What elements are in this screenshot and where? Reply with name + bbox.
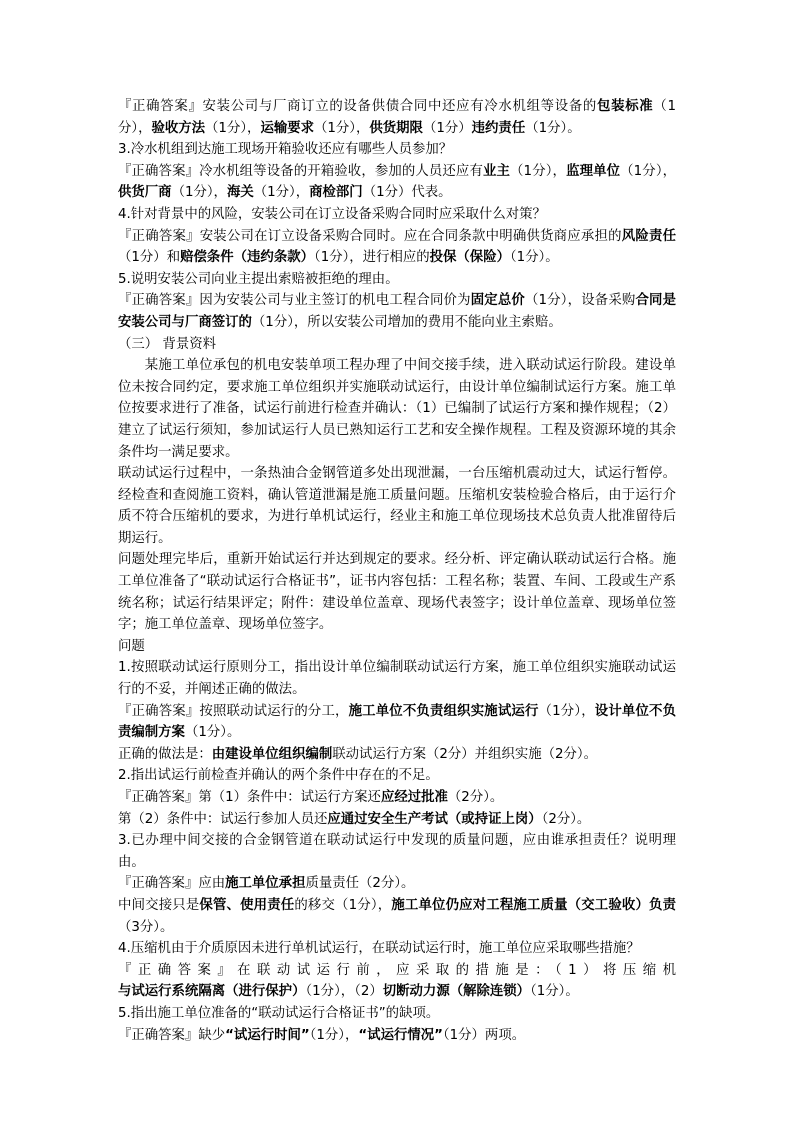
paragraph	[118, 139, 676, 161]
text-run: 某施工单位承包的机电安装单项工程办理了中间交接手续，进入联动试运行阶段。建设单位未按合同约定，要求施工单位组织并实施联动试运行，由设计单位编制试运行方案。施工单位按要求进行了准备，试运行前进行检查并确认：（1）已编制了试运行方案和操作规程；（2）建立了试运行须知，参加试运行人员已熟知运行工艺和安全操作规程。工程及资源环境的其余条件均一满足要求。	[118, 358, 676, 460]
text-run: （2分）。	[541, 811, 591, 827]
text-run: （2分）。	[447, 790, 504, 805]
text-run: 质量责任（2分）。	[305, 876, 415, 892]
text-run: （1分），	[171, 185, 227, 201]
bold-text-run: 施工单位仍应对工程施工质量（交工验收）负责	[391, 897, 677, 913]
bold-text-run: 施工单位不负责组织实施试运行	[348, 703, 539, 719]
text-run: 的移交（1分），	[294, 897, 392, 913]
text-run: 问题	[118, 638, 145, 654]
text-run: 『正确答案』应由	[118, 876, 226, 892]
bold-text-run: 由建设单位组织编制	[211, 746, 333, 762]
paragraph	[118, 290, 676, 333]
text-run: 『正确答案』因为安装公司与业主签订的机电工程合同价为	[118, 293, 471, 309]
text-run: 『正确答案』在联动试运行前，应采取的措施是：（1）将压缩机	[118, 962, 676, 978]
text-run: （1分）	[422, 120, 472, 136]
text-run: 『正确答案』按照联动试运行的分工，	[118, 703, 349, 719]
paragraph	[118, 549, 676, 635]
bold-text-run: 供货厂商	[118, 185, 172, 201]
paragraph	[118, 765, 676, 787]
bold-text-run: 设计单位不负责编制方案	[118, 703, 677, 741]
text-run: （1分），	[118, 99, 676, 136]
text-run: 『正确答案』冷水机组等设备的开箱验收，参加的人员还应有	[118, 163, 483, 179]
text-run: 联动试运行方案（2分）并组织实施（2分）。	[332, 746, 598, 762]
bold-text-run: 保管、使用责任	[199, 897, 295, 913]
text-run: （1分）。	[525, 120, 581, 136]
text-run: （1分），	[620, 163, 677, 179]
text-run: 中间交接只是	[118, 897, 200, 913]
paragraph	[118, 355, 676, 463]
text-run: （1分）。	[530, 984, 579, 1000]
text-run: 『正确答案』安装公司在订立设备采购合同时。应在合同条款中明确供货商应承担的	[118, 228, 622, 244]
paragraph	[118, 787, 676, 809]
bold-text-run: 投保（保险）	[429, 250, 510, 266]
bold-text-run: 应通过安全生产考试（或持证上岗）	[327, 811, 542, 827]
paragraph	[118, 938, 676, 960]
text-run: 2.指出试运行前检查并确认的两个条件中存在的不足。	[118, 768, 439, 784]
bold-text-run: 海关	[226, 185, 254, 201]
paragraph	[118, 161, 676, 204]
bold-text-run: “试运行时间”	[225, 1027, 310, 1043]
text-run: （1分）。	[509, 250, 559, 266]
bold-text-run: 合同是安装公司与厂商签订的	[118, 293, 677, 330]
text-run: （三） 背景资料	[118, 336, 216, 352]
bold-text-run: 赔偿条件（违约条款）	[180, 250, 314, 266]
text-run: 第（2）条件中：试运行参加人员还	[118, 811, 328, 827]
bold-text-run: 应经过批准	[380, 790, 448, 805]
text-run: （1分），进行相应的	[314, 250, 430, 266]
paragraph	[118, 636, 676, 658]
text-run: 『正确答案』安装公司与厂商订立的设备供债合同中还应有冷水机组等设备的	[118, 99, 598, 114]
paragraph	[118, 701, 676, 744]
paragraph	[118, 960, 676, 1003]
text-run: 『正确答案』缺少	[118, 1027, 226, 1043]
text-run: （1分），（2）	[305, 984, 383, 1000]
bold-text-run: 切断动力源（解除连锁）	[382, 984, 531, 1000]
paragraph	[118, 204, 676, 226]
bold-text-run: 验收方法	[151, 120, 206, 136]
text-run: （1分），设备采购	[524, 293, 636, 309]
bold-text-run: 供货期限	[369, 120, 423, 136]
text-run: （1分）和	[118, 250, 181, 266]
text-run: （1分），	[205, 120, 261, 136]
text-run: （3分）。	[118, 919, 174, 935]
bold-text-run: 包装标准	[597, 99, 654, 114]
text-run: （1分），	[309, 1027, 359, 1043]
text-run: 5.说明安装公司向业主提出索赔被拒绝的理由。	[118, 271, 399, 287]
paragraph	[118, 226, 676, 269]
bold-text-run: 监理单位	[566, 163, 621, 179]
paragraph	[118, 830, 676, 873]
bold-text-run: 商检部门	[309, 185, 363, 201]
bold-text-run: 业主	[482, 163, 511, 179]
bold-text-run: 施工单位承担	[225, 876, 306, 892]
text-run: 4.压缩机由于介质原因未进行单机试运行，在联动试运行时，施工单位应采取哪些措施？	[118, 941, 640, 957]
paragraph	[118, 744, 676, 766]
paragraph	[118, 1003, 676, 1025]
paragraph	[118, 463, 676, 549]
text-run: 联动试运行过程中，一条热油合金钢管道多处出现泄漏，一台压缩机震动过大，试运行暂停。经检查和查阅施工资料，确认管道泄漏是施工质量问题。压缩机安装检验合格后，由于运行介质不符合压缩机的要求，为进行单机试运行，经业主和施工单位现场技术总负责人批准留待后期运行。	[118, 466, 676, 546]
paragraph	[118, 895, 676, 938]
paragraph	[118, 334, 676, 356]
text-run: （1分），	[510, 163, 567, 179]
bold-text-run: 固定总价	[470, 293, 525, 309]
text-run: （1分），	[253, 185, 310, 201]
paragraph	[118, 657, 676, 700]
paragraph	[118, 269, 676, 291]
text-run: （1分）代表。	[362, 185, 452, 201]
text-run: 3.已办理中间交接的合金钢管道在联动试运行中发现的质量问题，应由谁承担责任？说明理由。	[118, 833, 676, 870]
text-run: （1分），	[314, 120, 370, 136]
text-run: （1分），所以安装公司增加的费用不能向业主索赔。	[251, 314, 562, 330]
text-run: （1分）。	[184, 725, 241, 741]
text-run: 5.指出施工单位准备的“联动试运行合格证书”的缺项。	[118, 1005, 440, 1021]
paragraph	[118, 873, 676, 895]
bold-text-run: 风险责任	[621, 228, 677, 244]
text-run: 问题处理完毕后，重新开始试运行并达到规定的要求。经分析、评定确认联动试运行合格。施工单位准备了“联动试运行合格证书”，证书内容包括：工程名称；装置、车间、工段或生产系统名称；试运行结果评定；附件：建设单位盖章、现场代表签字；设计单位盖章、现场单位签字；施工单位盖章、现场单位签字。	[118, 552, 676, 633]
text-run: 4.针对背景中的风险，安装公司在订立设备采购合同时应采取什么对策？	[118, 206, 546, 222]
text-run: （1分）两项。	[442, 1027, 526, 1043]
text-run: （1分），	[538, 703, 595, 719]
paragraph	[118, 96, 676, 139]
text-run: 1.按照联动试运行原则分工，指出设计单位编制联动试运行方案，施工单位组织实施联动试运行的不妥，并阐述正确的做法。	[118, 660, 676, 698]
bold-text-run: 运输要求	[260, 120, 314, 136]
paragraph	[118, 1025, 676, 1047]
text-run: 3.冷水机组到达施工现场开箱验收还应有哪些人员参加？	[118, 142, 453, 158]
bold-text-run: 违约责任	[471, 120, 526, 136]
paragraph	[118, 809, 676, 831]
text-run: 『正确答案』第（1）条件中：试运行方案还	[118, 790, 381, 805]
bold-text-run: 与试运行系统隔离（进行保护）	[118, 984, 306, 1000]
bold-text-run: “试运行情况”	[358, 1027, 443, 1043]
text-run: 正确的做法是：	[118, 746, 212, 762]
